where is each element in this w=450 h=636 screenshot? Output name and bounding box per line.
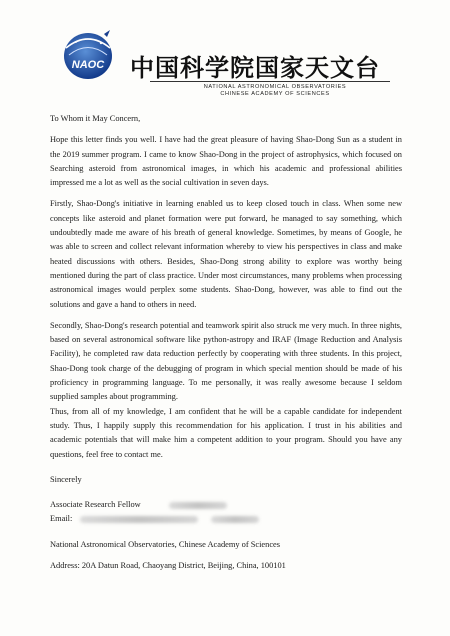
signer-title bbox=[50, 498, 402, 512]
closing: Sincerely bbox=[50, 474, 82, 484]
logo-text: NAOC bbox=[71, 59, 105, 71]
email-label: Email: bbox=[50, 514, 73, 524]
salutation: To Whom it May Concern, bbox=[50, 114, 141, 123]
letterhead-rule bbox=[150, 81, 390, 82]
address: Address: 20A Datun Road, Chaoyang District, Beijing, China, 100101 bbox=[50, 561, 286, 571]
letter-body bbox=[50, 112, 402, 573]
letterhead-english-line-2: CHINESE ACADEMY OF SCIENCES bbox=[220, 91, 330, 97]
redacted-phone bbox=[211, 516, 259, 523]
paragraph-2: Firstly, Shao-Dong's initiative in learning enabled us to keep closed touch in class. When some new concepts like asteroid and planet formation were put forward, he managed to say something, which undoubtedly made me aware of his breath of general knowledge. Sometimes, by means of Google, he was able to screen and collect relevant information whereby to view his perspectives in class and make heated discussions with others. Besides, Shao-Dong strong ability to explore was worthy being mentioned during the part of class practice. Under most circumstances, many problems when processing astronomical images would perplex some students. Shao-Dong, however, was able to find out the solutions and gave a hand to others in need. bbox=[50, 199, 402, 309]
paragraph-4: Thus, from all of my knowledge, I am confident that he will be a capable candidate for independent study. Thus, I happily supply this recommendation for his application. I trust in his abilities and academic potentials that will make him a competent addition to your program. Should you have any questions, feel free to contact me. bbox=[50, 406, 402, 459]
signer-title-text: Associate Research Fellow bbox=[50, 500, 141, 510]
redacted-email bbox=[80, 516, 198, 523]
paragraph-3: Secondly, Shao-Dong's research potential and teamwork spirit also struck me very much. In three nights, based on several astronomical software like python-astropy and IRAF (Image Reduction and Analysis Facility), he completed raw data reduction perfectly by cooperating with three students. In this project, Shao-Dong took charge of the debugging of program in which special mention should be made of his proficiency in programming language. To me personally, it was really awesome because I seldom supplied samples about programming. bbox=[50, 320, 402, 402]
naoc-logo bbox=[60, 28, 116, 82]
letterhead bbox=[60, 18, 400, 100]
letterhead-english-line-1: NATIONAL ASTRONOMICAL OBSERVATORIES bbox=[203, 84, 347, 90]
letterhead-chinese-name: 中国科学院国家天文台 bbox=[130, 53, 380, 82]
redacted-name bbox=[169, 502, 227, 509]
paragraph-1: Hope this letter finds you well. I have had the great pleasure of having Shao-Dong Sun as a student in the 2019 summer program. I came to know Shao-Dong in the project of astrophysics, which focused on Searching asteroid from astronomical images, in which his academic and professional abilities impressed me a lot as well as the social cultivation in seven days. bbox=[50, 135, 402, 188]
organization: National Astronomical Observatories, Chinese Academy of Sciences bbox=[50, 539, 281, 549]
email-line bbox=[50, 512, 402, 526]
